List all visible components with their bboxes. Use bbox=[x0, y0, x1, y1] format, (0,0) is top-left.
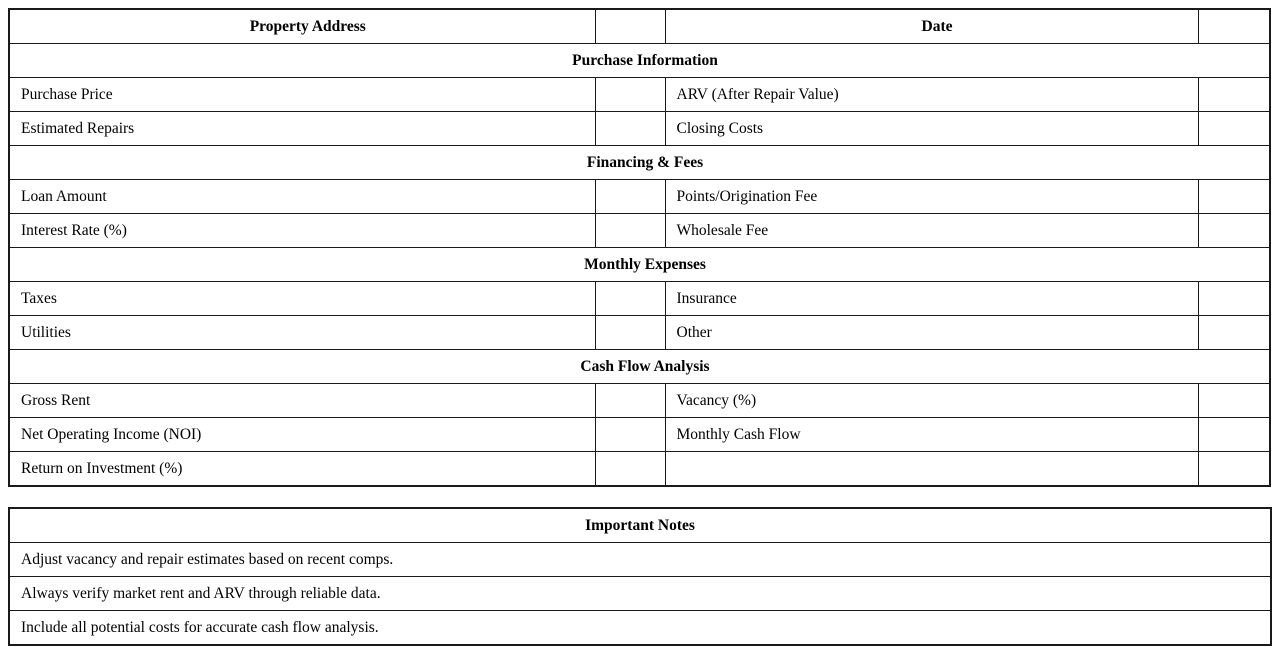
section-heading-row-cash-flow-analysis bbox=[9, 350, 1270, 384]
field-value-vacancy[interactable] bbox=[1198, 384, 1270, 418]
field-value-points-origination-fee[interactable] bbox=[1198, 180, 1270, 214]
note-text-3: Include all potential costs for accurate cash flow analysis. bbox=[9, 611, 1271, 646]
field-label-empty bbox=[665, 452, 1198, 487]
field-label-taxes: Taxes bbox=[9, 282, 595, 316]
field-value-utilities[interactable] bbox=[595, 316, 665, 350]
field-value-gross-rent[interactable] bbox=[595, 384, 665, 418]
field-value-other[interactable] bbox=[1198, 316, 1270, 350]
field-label-wholesale-fee: Wholesale Fee bbox=[665, 214, 1198, 248]
field-value-interest-rate[interactable] bbox=[595, 214, 665, 248]
table-row bbox=[9, 214, 1270, 248]
field-value-arv[interactable] bbox=[1198, 78, 1270, 112]
field-label-vacancy: Vacancy (%) bbox=[665, 384, 1198, 418]
section-heading-row-financing-fees bbox=[9, 146, 1270, 180]
list-item bbox=[9, 543, 1271, 577]
field-label-monthly-cash-flow: Monthly Cash Flow bbox=[665, 418, 1198, 452]
list-item bbox=[9, 577, 1271, 611]
field-value-insurance[interactable] bbox=[1198, 282, 1270, 316]
field-value-empty[interactable] bbox=[1198, 452, 1270, 487]
table-row bbox=[9, 180, 1270, 214]
field-value-taxes[interactable] bbox=[595, 282, 665, 316]
table-row bbox=[9, 452, 1270, 487]
table-row bbox=[9, 418, 1270, 452]
field-label-interest-rate: Interest Rate (%) bbox=[9, 214, 595, 248]
date-header: Date bbox=[665, 9, 1198, 44]
field-label-purchase-price: Purchase Price bbox=[9, 78, 595, 112]
field-label-closing-costs: Closing Costs bbox=[665, 112, 1198, 146]
table-row bbox=[9, 78, 1270, 112]
field-value-wholesale-fee[interactable] bbox=[1198, 214, 1270, 248]
section-heading-financing-fees: Financing & Fees bbox=[9, 146, 1270, 180]
section-heading-row-purchase-information bbox=[9, 44, 1270, 78]
section-heading-monthly-expenses: Monthly Expenses bbox=[9, 248, 1270, 282]
property-address-header: Property Address bbox=[9, 9, 595, 44]
section-heading-row-monthly-expenses bbox=[9, 248, 1270, 282]
table-spacer bbox=[8, 487, 1270, 507]
deal-analysis-table bbox=[8, 8, 1271, 487]
important-notes-table bbox=[8, 507, 1272, 646]
field-label-return-on-investment: Return on Investment (%) bbox=[9, 452, 595, 487]
field-value-closing-costs[interactable] bbox=[1198, 112, 1270, 146]
field-value-estimated-repairs[interactable] bbox=[595, 112, 665, 146]
field-label-arv: ARV (After Repair Value) bbox=[665, 78, 1198, 112]
field-value-purchase-price[interactable] bbox=[595, 78, 665, 112]
field-value-return-on-investment[interactable] bbox=[595, 452, 665, 487]
list-item bbox=[9, 611, 1271, 646]
field-value-net-operating-income[interactable] bbox=[595, 418, 665, 452]
important-notes-header: Important Notes bbox=[9, 508, 1271, 543]
note-text-2: Always verify market rent and ARV through reliable data. bbox=[9, 577, 1271, 611]
field-label-insurance: Insurance bbox=[665, 282, 1198, 316]
table-row-header bbox=[9, 9, 1270, 44]
field-label-points-origination-fee: Points/Origination Fee bbox=[665, 180, 1198, 214]
table-row bbox=[9, 316, 1270, 350]
field-label-loan-amount: Loan Amount bbox=[9, 180, 595, 214]
table-row bbox=[9, 282, 1270, 316]
section-heading-cash-flow-analysis: Cash Flow Analysis bbox=[9, 350, 1270, 384]
field-label-estimated-repairs: Estimated Repairs bbox=[9, 112, 595, 146]
property-address-value-cell[interactable] bbox=[595, 9, 665, 44]
field-value-loan-amount[interactable] bbox=[595, 180, 665, 214]
date-value-cell[interactable] bbox=[1198, 9, 1270, 44]
field-value-monthly-cash-flow[interactable] bbox=[1198, 418, 1270, 452]
notes-header-row bbox=[9, 508, 1271, 543]
table-row bbox=[9, 384, 1270, 418]
note-text-1: Adjust vacancy and repair estimates based on recent comps. bbox=[9, 543, 1271, 577]
field-label-utilities: Utilities bbox=[9, 316, 595, 350]
field-label-net-operating-income: Net Operating Income (NOI) bbox=[9, 418, 595, 452]
section-heading-purchase-information: Purchase Information bbox=[9, 44, 1270, 78]
field-label-gross-rent: Gross Rent bbox=[9, 384, 595, 418]
field-label-other: Other bbox=[665, 316, 1198, 350]
table-row bbox=[9, 112, 1270, 146]
